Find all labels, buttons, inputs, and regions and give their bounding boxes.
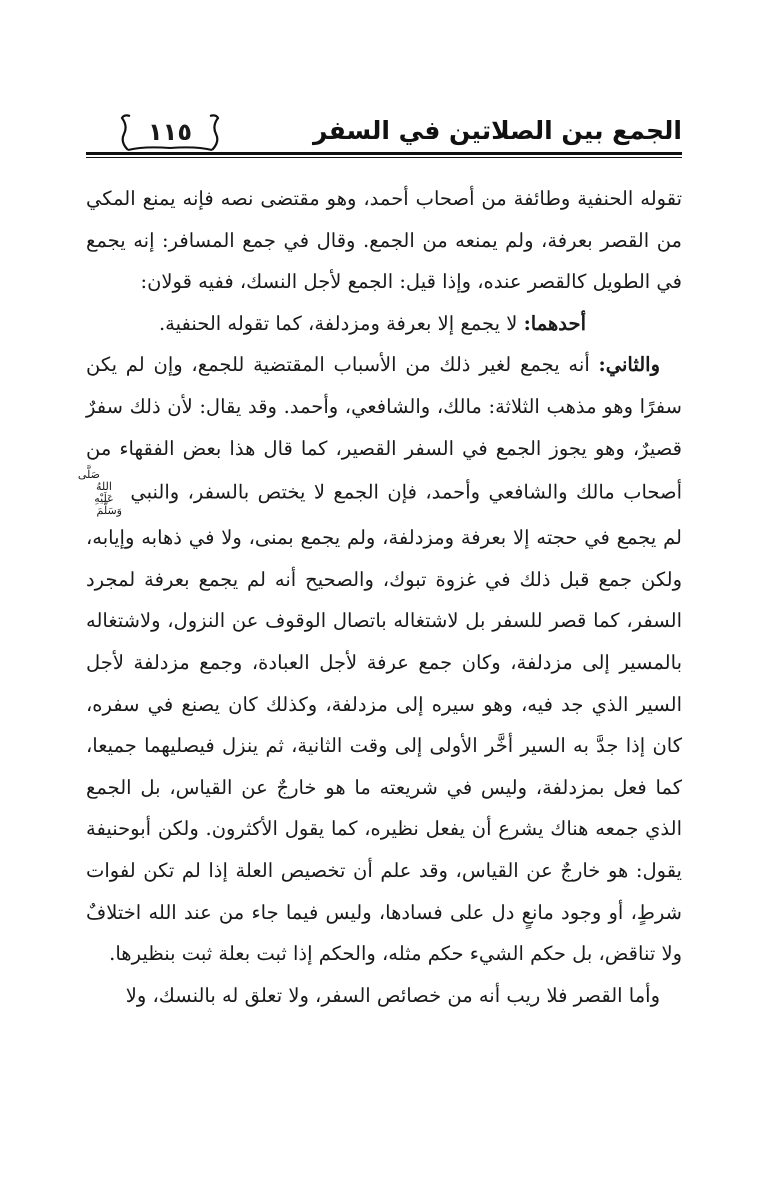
paragraph-4: وأما القصر فلا ريب أنه من خصائص السفر، ولا تعلق له بالنسك، ولا [125,983,660,1007]
page-number: ١١٥ [148,118,192,146]
paragraph-2-lead: أحدهما: [523,311,586,335]
page-number-badge [114,112,226,152]
paragraph-1: تقوله الحنفية وطائفة من أصحاب أحمد، وهو مقتضى نصه فإنه يمنع المكي من القصر بعرفة، ولم يمنعه من الجمع. وقال في جمع المسافر: إنه يجمع في الطويل كالقصر عنده، وإذا قيل: الجمع لأجل النسك، ففيه قولان: [86,187,682,294]
paragraph-2 [86,303,682,345]
paragraph-3-lead: والثاني: [598,353,660,377]
header-rule-thick [86,152,682,155]
header-rule-thin [86,157,682,158]
running-title: الجمع بين الصلاتين في السفر [313,116,682,145]
paragraph-2-text: لا يجمع إلا بعرفة ومزدلفة، كما تقوله الحنفية. [158,311,524,335]
body-text [77,178,683,1016]
paragraph-3 [77,344,683,974]
paragraph-3-text-a: أنه يجمع لغير ذلك من الأسباب المقتضية للجمع، وإن لم يكن سفرًا وهو مذهب الثلاثة: مالك، والشافعي، وأحمد. وقد يقال: لأن ذلك سفرٌ قصيرٌ، وهو يجوز الجمع في السفر القصير، كما قال هذا بعض الفقهاء من أصحاب مالك والشافعي وأحمد، فإن الجمع لا يختص بالسفر، والنبي [86,353,682,504]
paragraph-3-text-b: لم يجمع في حجته إلا بعرفة ومزدلفة، ولم يجمع بمنى، ولا في ذهابه وإيابه، ولكن جمع قبل ذلك في غزوة تبوك، والصحيح أنه لم يجمع بعرفة لمجرد السفر، كما قصر للسفر بل لاشتغاله باتصال الوقوف عن النزول، ولاشتغاله بالمسير إلى مزدلفة، وكان جمع عرفة لأجل العبادة، وجمع مزدلفة لأجل السير الذي جد فيه، وهو سيره إلى مزدلفة، وكذلك كان يصنع في سفره، كان إذا جدَّ به السير أخَّر الأولى إلى وقت الثانية، ثم ينزل فيصليهما جميعا، كما فعل بمزدلفة، وليس في شريعته ما هو خارجٌ عن القياس، بل الجمع الذي جمعه هناك يشرع أن يفعل نظيره، كما يقول الأكثرون. ولكن أبوحنيفة يقول: هو خارجٌ عن القياس، وقد علم أن تخصيص العلة إذا لم تكن لفوات شرطٍ، أو وجود مانعٍ دل على فسادها، وليس فيما جاء من عند الله اختلافٌ ولا تناقض، بل حكم الشيء حكم مثله، والحكم إذا ثبت بعلة ثبت بنظيرها. [86,526,683,966]
page-header [86,98,682,160]
salawat-glyph: صَلَّى اللهُ عَلَيْهِ وَسَلَّمَ [77,468,122,518]
